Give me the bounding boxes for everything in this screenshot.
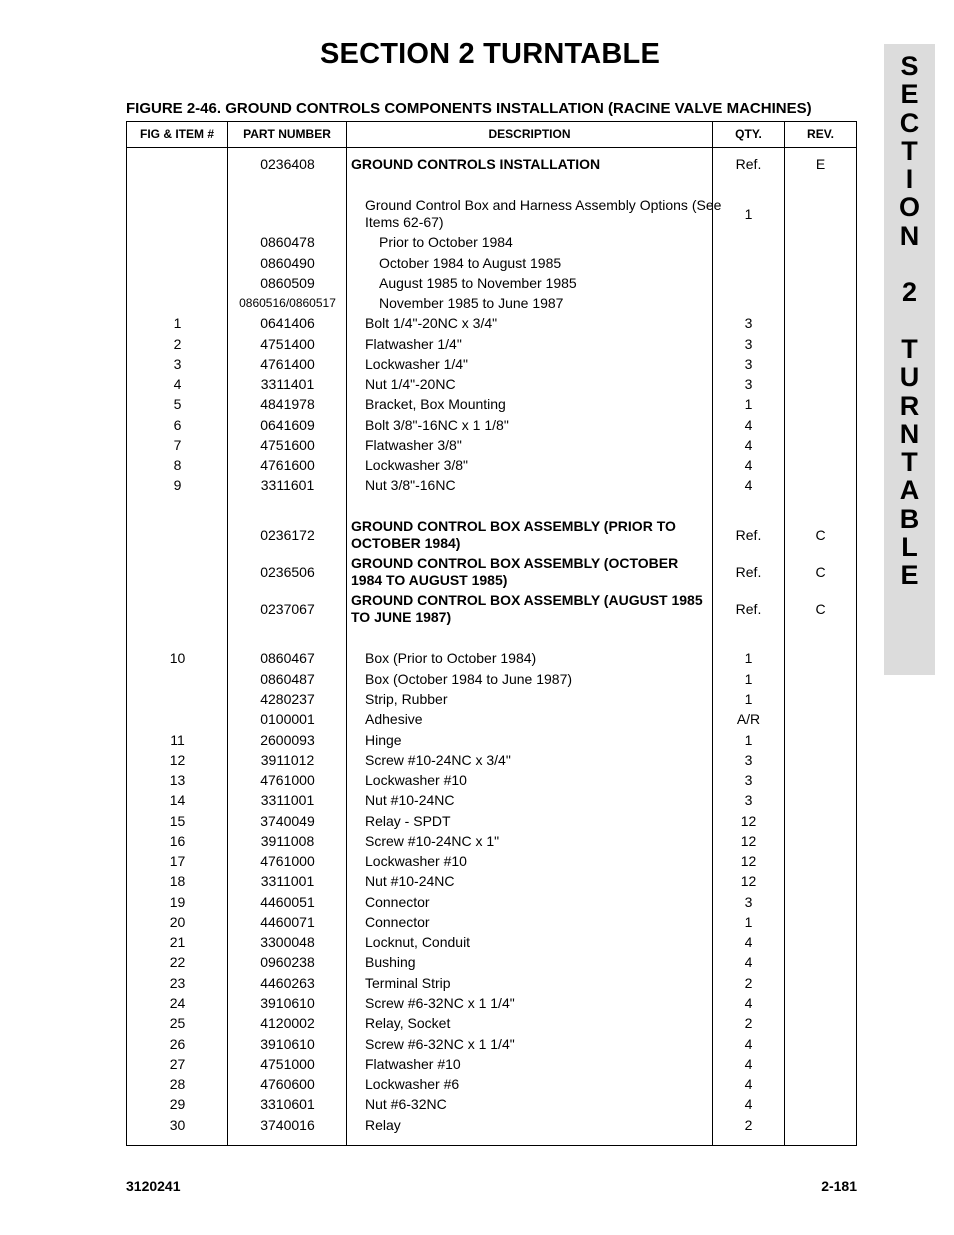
revision: [785, 934, 856, 951]
quantity: 12: [740, 853, 757, 869]
description: Nut #10-24NC: [365, 873, 455, 889]
side-tab-letter: [884, 307, 935, 335]
table-row: [127, 417, 856, 434]
part-number: 0100001: [260, 711, 315, 727]
part-number: 4460071: [260, 914, 315, 930]
quantity: 4: [744, 1036, 753, 1052]
page-number: 2-181: [821, 1178, 857, 1194]
description: Nut 3/8"-16NC: [365, 477, 456, 493]
part-number: 0960238: [260, 954, 315, 970]
item-number: 19: [169, 894, 186, 910]
side-tab-letter: O: [898, 192, 920, 223]
revision: [785, 295, 856, 312]
description: Locknut, Conduit: [365, 934, 471, 950]
revision: [785, 954, 856, 971]
revision: [785, 650, 856, 667]
item-number: 2: [173, 336, 182, 352]
revision: [785, 833, 856, 850]
part-number: 4760600: [260, 1076, 315, 1092]
revision: [785, 396, 856, 413]
part-number: [228, 197, 347, 231]
item-number: 1: [173, 315, 182, 331]
part-number: 3911008: [260, 833, 315, 849]
description: Connector: [365, 914, 430, 930]
side-tab-letter: T: [901, 333, 918, 364]
revision: [785, 1036, 856, 1053]
revision: [785, 732, 856, 749]
side-tab-letter: B: [899, 503, 920, 534]
revision: [785, 336, 856, 353]
revision: [785, 275, 856, 292]
table-row: [127, 477, 856, 494]
table-row: [127, 833, 856, 850]
header-divider: [127, 147, 856, 148]
table-row: [127, 671, 856, 688]
table-row: [127, 954, 856, 971]
table-row: [127, 995, 856, 1012]
quantity: 3: [744, 894, 753, 910]
description: October 1984 to August 1985: [379, 255, 562, 271]
part-number: 4761000: [260, 853, 315, 869]
side-tab-letter: R: [899, 390, 920, 421]
item-number: [127, 592, 228, 626]
description: Lockwasher #10: [365, 772, 467, 788]
quantity: 3: [744, 752, 753, 768]
quantity: 1: [744, 732, 753, 748]
item-number: 23: [169, 975, 186, 991]
side-tab-letter: T: [901, 447, 918, 478]
description: Screw #6-32NC x 1 1/4": [365, 1036, 515, 1052]
revision: C: [815, 601, 826, 617]
table-row: [127, 592, 856, 626]
part-number: 0860490: [260, 255, 315, 271]
part-number: 0860516/0860517: [239, 296, 336, 310]
revision: [785, 417, 856, 434]
quantity: 4: [744, 417, 753, 433]
item-number: 6: [173, 417, 182, 433]
part-number: 3740049: [260, 813, 315, 829]
part-number: 4751000: [260, 1056, 315, 1072]
item-number: [127, 234, 228, 251]
item-number: 7: [173, 437, 182, 453]
quantity: Ref.: [735, 156, 762, 172]
figure-title: FIGURE 2-46. GROUND CONTROLS COMPONENTS INSTALLATION (RACINE VALVE MACHINES): [126, 100, 812, 117]
item-number: 24: [169, 995, 186, 1011]
quantity: 3: [744, 376, 753, 392]
part-number: 4761600: [260, 457, 315, 473]
side-tab-letter: S: [900, 51, 919, 81]
table-row: [127, 975, 856, 992]
part-number: 0641406: [260, 315, 315, 331]
description: Flatwasher 1/4": [365, 336, 462, 352]
part-number: 4761400: [260, 356, 315, 372]
quantity: 2: [744, 975, 753, 991]
table-row: [127, 752, 856, 769]
quantity: 4: [744, 995, 753, 1011]
description: Bolt 3/8"-16NC x 1 1/8": [365, 417, 509, 433]
revision: [785, 197, 856, 231]
revision: [785, 772, 856, 789]
table-row: [127, 914, 856, 931]
part-number: 0237067: [260, 601, 315, 617]
revision: [785, 691, 856, 708]
quantity: 1: [744, 206, 753, 222]
revision: [785, 477, 856, 494]
quantity: 1: [744, 671, 753, 687]
part-number: 0641609: [260, 417, 315, 433]
quantity: 4: [744, 934, 753, 950]
revision: [785, 1056, 856, 1073]
revision: [785, 792, 856, 809]
side-tab-letter: U: [899, 362, 920, 393]
side-tab-letter: T: [901, 135, 918, 166]
revision: [785, 853, 856, 870]
item-number: 15: [169, 813, 186, 829]
header-qty: QTY.: [735, 127, 762, 141]
part-number: 3910610: [260, 1036, 315, 1052]
item-number: 9: [173, 477, 182, 493]
revision: [785, 234, 856, 251]
quantity: 3: [744, 315, 753, 331]
quantity: 1: [744, 650, 753, 666]
quantity: 4: [744, 477, 753, 493]
quantity: A/R: [736, 711, 761, 727]
table-row: [127, 295, 856, 312]
quantity: [713, 255, 784, 272]
side-tab-letter: A: [899, 475, 920, 506]
quantity: 4: [744, 1096, 753, 1112]
description: Lockwasher #6: [365, 1076, 460, 1092]
table-row: [127, 934, 856, 951]
part-number: 4761000: [260, 772, 315, 788]
part-number: 4280237: [260, 691, 315, 707]
revision: [785, 711, 856, 728]
table-row: [127, 650, 856, 667]
table-row: [127, 255, 856, 272]
revision: [785, 356, 856, 373]
description: Relay: [365, 1117, 401, 1133]
part-number: 4751400: [260, 336, 315, 352]
quantity: Ref.: [735, 527, 762, 543]
document-number: 3120241: [126, 1178, 181, 1194]
item-number: [127, 711, 228, 728]
parts-table: [126, 121, 857, 1146]
part-number: 0236506: [260, 564, 315, 580]
item-number: 30: [169, 1117, 186, 1133]
quantity: 3: [744, 356, 753, 372]
description: Bracket, Box Mounting: [365, 396, 506, 412]
description: Screw #6-32NC x 1 1/4": [365, 995, 515, 1011]
item-number: 29: [169, 1096, 186, 1112]
description: Box (October 1984 to June 1987): [365, 671, 573, 687]
quantity: 2: [744, 1117, 753, 1133]
item-number: [127, 691, 228, 708]
part-number: 3311001: [260, 792, 315, 808]
description: Nut #10-24NC: [365, 792, 455, 808]
side-tab-letter: N: [899, 418, 920, 449]
table-row: [127, 894, 856, 911]
side-tab-letter: L: [901, 532, 918, 563]
item-number: 11: [170, 732, 185, 748]
side-tab-letter: I: [905, 164, 914, 195]
quantity: 3: [744, 772, 753, 788]
item-number: 17: [169, 853, 186, 869]
table-row: [127, 691, 856, 708]
item-number: 13: [169, 772, 186, 788]
description: Terminal Strip: [365, 975, 451, 991]
quantity: 12: [740, 873, 757, 889]
item-number: 4: [173, 376, 182, 392]
item-number: [127, 197, 228, 231]
header-description: DESCRIPTION: [488, 127, 571, 141]
description: Lockwasher 3/8": [365, 457, 469, 473]
table-row: [127, 853, 856, 870]
description: Relay, Socket: [365, 1015, 451, 1031]
revision: [785, 873, 856, 890]
quantity: [713, 234, 784, 251]
table-row: [127, 356, 856, 373]
table-row: [127, 772, 856, 789]
item-number: 22: [169, 954, 186, 970]
section-side-tab: [884, 44, 935, 675]
table-row: [127, 275, 856, 292]
revision: [785, 671, 856, 688]
part-number: 4460051: [260, 894, 315, 910]
revision: [785, 1096, 856, 1113]
quantity: 12: [740, 833, 757, 849]
item-number: [127, 518, 228, 552]
revision: [785, 376, 856, 393]
part-number: 3911012: [260, 752, 315, 768]
table-row: [127, 1096, 856, 1113]
part-number: 0860509: [260, 275, 315, 291]
page-title: SECTION 2 TURNTABLE: [320, 38, 660, 70]
description: Hinge: [365, 732, 402, 748]
revision: [785, 914, 856, 931]
revision: [785, 457, 856, 474]
part-number: 3910610: [260, 995, 315, 1011]
description: Strip, Rubber: [365, 691, 448, 707]
table-row: [127, 518, 856, 552]
side-tab-letter: N: [899, 220, 920, 251]
description: GROUND CONTROLS INSTALLATION: [351, 156, 601, 172]
item-number: 8: [173, 457, 182, 473]
revision: [785, 1076, 856, 1093]
description: Lockwasher #10: [365, 853, 467, 869]
quantity: 3: [744, 792, 753, 808]
quantity: 4: [744, 457, 753, 473]
description: Flatwasher #10: [365, 1056, 461, 1072]
item-number: [127, 295, 228, 312]
description: Flatwasher 3/8": [365, 437, 462, 453]
side-tab-letter: E: [900, 79, 919, 110]
side-tab-letter: 2: [901, 277, 918, 308]
quantity: 4: [744, 954, 753, 970]
quantity: 12: [740, 813, 757, 829]
part-number: 3311001: [260, 873, 315, 889]
header-part-number: PART NUMBER: [243, 127, 331, 141]
header-rev: REV.: [807, 127, 834, 141]
item-number: 18: [169, 873, 186, 889]
description: Nut 1/4"-20NC: [365, 376, 456, 392]
description: Box (Prior to October 1984): [365, 650, 537, 666]
description: August 1985 to November 1985: [379, 275, 577, 291]
quantity: [713, 275, 784, 292]
part-number: 3311601: [260, 477, 315, 493]
part-number: 0236172: [260, 527, 315, 543]
revision: C: [815, 527, 826, 543]
item-number: 10: [169, 650, 186, 666]
revision: [785, 894, 856, 911]
table-row: [127, 711, 856, 728]
table-row: [127, 156, 856, 173]
table-row: [127, 197, 856, 231]
description: Adhesive: [365, 711, 423, 727]
quantity: 4: [744, 1056, 753, 1072]
part-number: 2600093: [260, 732, 315, 748]
table-row: [127, 873, 856, 890]
header-item: FIG & ITEM #: [139, 127, 214, 141]
item-number: 25: [169, 1015, 186, 1031]
side-tab-letter: C: [899, 107, 920, 138]
part-number: 3300048: [260, 934, 315, 950]
table-row: [127, 315, 856, 332]
item-number: [127, 275, 228, 292]
table-row: [127, 813, 856, 830]
description: Connector: [365, 894, 430, 910]
revision: [785, 255, 856, 272]
table-row: [127, 1117, 856, 1134]
part-number: 4120002: [260, 1015, 315, 1031]
side-tab-letter: [884, 250, 935, 278]
quantity: 1: [744, 396, 753, 412]
revision: E: [815, 156, 826, 172]
description: Lockwasher 1/4": [365, 356, 469, 372]
description: GROUND CONTROL BOX ASSEMBLY (PRIOR TO OCTOBER 1984): [351, 518, 676, 551]
table-row: [127, 1076, 856, 1093]
table-row: [127, 1015, 856, 1032]
table-row: [127, 457, 856, 474]
description: November 1985 to June 1987: [379, 295, 564, 311]
part-number: 4841978: [260, 396, 315, 412]
item-number: 21: [169, 934, 186, 950]
part-number: 4460263: [260, 975, 315, 991]
part-number: 0860478: [260, 234, 315, 250]
description: Ground Control Box and Harness Assembly Options (See Items 62-67): [365, 197, 722, 230]
description: Nut #6-32NC: [365, 1096, 447, 1112]
description: GROUND CONTROL BOX ASSEMBLY (AUGUST 1985 TO JUNE 1987): [351, 592, 703, 625]
part-number: 0236408: [260, 156, 315, 172]
table-row: [127, 234, 856, 251]
part-number: 4751600: [260, 437, 315, 453]
revision: [785, 813, 856, 830]
table-row: [127, 732, 856, 749]
part-number: 3740016: [260, 1117, 315, 1133]
item-number: 16: [169, 833, 186, 849]
description: Screw #10-24NC x 1": [365, 833, 500, 849]
item-number: 28: [169, 1076, 186, 1092]
description: Bolt 1/4"-20NC x 3/4": [365, 315, 498, 331]
item-number: 5: [173, 396, 182, 412]
revision: [785, 975, 856, 992]
revision: C: [815, 564, 826, 580]
table-row: [127, 336, 856, 353]
item-number: 3: [173, 356, 182, 372]
item-number: 20: [169, 914, 186, 930]
description: Screw #10-24NC x 3/4": [365, 752, 511, 768]
table-row: [127, 1036, 856, 1053]
quantity: 2: [744, 1015, 753, 1031]
item-number: [127, 156, 228, 173]
revision: [785, 437, 856, 454]
quantity: 1: [744, 914, 753, 930]
description: Relay - SPDT: [365, 813, 451, 829]
side-tab-letter: E: [900, 560, 919, 591]
quantity: [713, 295, 784, 312]
quantity: Ref.: [735, 601, 762, 617]
description: Bushing: [365, 954, 416, 970]
table-row: [127, 555, 856, 589]
quantity: 1: [744, 691, 753, 707]
table-row: [127, 437, 856, 454]
description: Prior to October 1984: [379, 234, 513, 250]
quantity: 4: [744, 1076, 753, 1092]
quantity: Ref.: [735, 564, 762, 580]
item-number: 27: [169, 1056, 186, 1072]
table-row: [127, 396, 856, 413]
part-number: 3311401: [260, 376, 315, 392]
table-row: [127, 1056, 856, 1073]
revision: [785, 1015, 856, 1032]
table-row: [127, 376, 856, 393]
revision: [785, 752, 856, 769]
description: GROUND CONTROL BOX ASSEMBLY (OCTOBER 1984 TO AUGUST 1985): [351, 555, 679, 588]
revision: [785, 315, 856, 332]
quantity: 3: [744, 336, 753, 352]
part-number: 3310601: [260, 1096, 315, 1112]
revision: [785, 1117, 856, 1134]
side-tab-letters: [884, 52, 935, 590]
part-number: 0860467: [260, 650, 315, 666]
item-number: [127, 255, 228, 272]
item-number: 14: [169, 792, 186, 808]
item-number: [127, 555, 228, 589]
item-number: 26: [169, 1036, 186, 1052]
item-number: 12: [169, 752, 186, 768]
quantity: 4: [744, 437, 753, 453]
part-number: 0860487: [260, 671, 315, 687]
revision: [785, 995, 856, 1012]
item-number: [127, 671, 228, 688]
table-row: [127, 792, 856, 809]
